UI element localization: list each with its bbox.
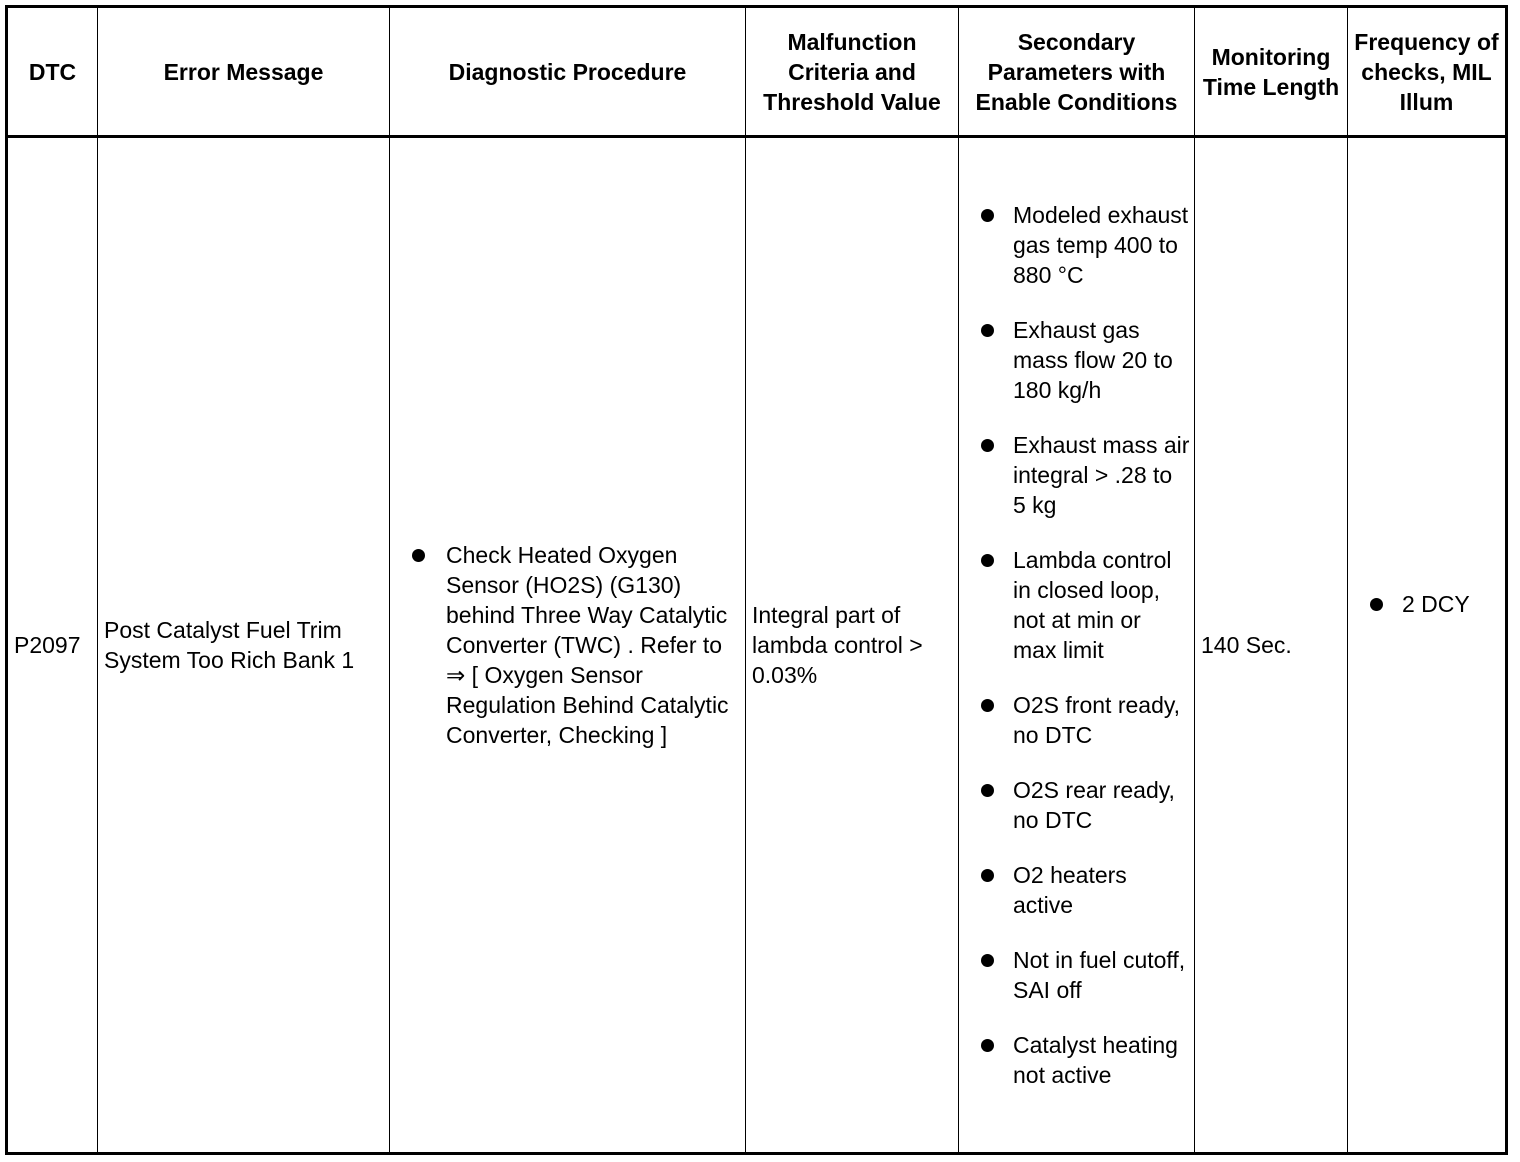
bullet-icon (412, 549, 425, 562)
bullet-icon (981, 784, 994, 797)
bullet-icon (981, 554, 994, 567)
cell-diagnostic-procedure (390, 137, 746, 1154)
bullet-icon (981, 439, 994, 452)
parameter-text: O2S rear ready, no DTC (1013, 777, 1175, 833)
cell-secondary-parameters (959, 137, 1195, 1154)
bullet-icon (981, 324, 994, 337)
procedure-list (390, 540, 745, 750)
monitoring-time-text: 140 Sec. (1201, 632, 1292, 658)
frequency-text: 2 DCY (1402, 591, 1470, 617)
bullet-icon (981, 1039, 994, 1052)
list-item (390, 540, 745, 750)
dtc-table (5, 5, 1508, 1155)
list-item (959, 1030, 1194, 1090)
procedure-text: Check Heated Oxygen Sensor (HO2S) (G130) behind Three Way Catalytic Converter (TWC) . Refer to ⇒ [ Oxygen Sensor Regulation Behind Catalytic Converter, Checking ] (446, 542, 729, 748)
cell-dtc (7, 137, 98, 1154)
list-item (1348, 589, 1505, 619)
parameter-text: Exhaust mass air integral > .28 to 5 kg (1013, 432, 1190, 518)
header-malfunction-criteria: Malfunction Criteria and Threshold Value (746, 7, 959, 137)
list-item (959, 775, 1194, 835)
list-item (959, 430, 1194, 520)
bullet-icon (981, 869, 994, 882)
cell-malfunction-criteria (746, 137, 959, 1154)
list-item (959, 860, 1194, 920)
secondary-parameters-list (959, 200, 1194, 1090)
parameter-text: Lambda control in closed loop, not at min or max limit (1013, 547, 1172, 663)
cell-error-message (98, 137, 390, 1154)
header-monitoring-time: Monitoring Time Length (1195, 7, 1348, 137)
frequency-list (1348, 589, 1505, 619)
error-message-text: Post Catalyst Fuel Trim System Too Rich Bank 1 (104, 617, 355, 673)
header-frequency: Frequency of checks, MIL Illum (1348, 7, 1507, 137)
parameter-text: O2S front ready, no DTC (1013, 692, 1181, 748)
list-item (959, 315, 1194, 405)
list-item (959, 945, 1194, 1005)
header-dtc: DTC (7, 7, 98, 137)
parameter-text: Not in fuel cutoff, SAI off (1013, 947, 1186, 1003)
parameter-text: Modeled exhaust gas temp 400 to 880 °C (1013, 202, 1189, 288)
dtc-code: P2097 (14, 632, 81, 658)
parameter-text: Catalyst heating not active (1013, 1032, 1178, 1088)
list-item (959, 545, 1194, 665)
cell-monitoring-time (1195, 137, 1348, 1154)
parameter-text: O2 heaters active (1013, 862, 1127, 918)
header-error-message: Error Message (98, 7, 390, 137)
bullet-icon (981, 209, 994, 222)
bullet-icon (981, 699, 994, 712)
list-item (959, 200, 1194, 290)
parameter-text: Exhaust gas mass flow 20 to 180 kg/h (1013, 317, 1173, 403)
list-item (959, 690, 1194, 750)
cell-frequency (1348, 137, 1507, 1154)
bullet-icon (1370, 598, 1383, 611)
header-row (7, 7, 1507, 137)
header-diagnostic-procedure: Diagnostic Procedure (390, 7, 746, 137)
malfunction-criteria-text: Integral part of lambda control > 0.03% (752, 602, 923, 688)
table-row (7, 137, 1507, 1154)
header-secondary-parameters: Secondary Parameters with Enable Conditions (959, 7, 1195, 137)
bullet-icon (981, 954, 994, 967)
